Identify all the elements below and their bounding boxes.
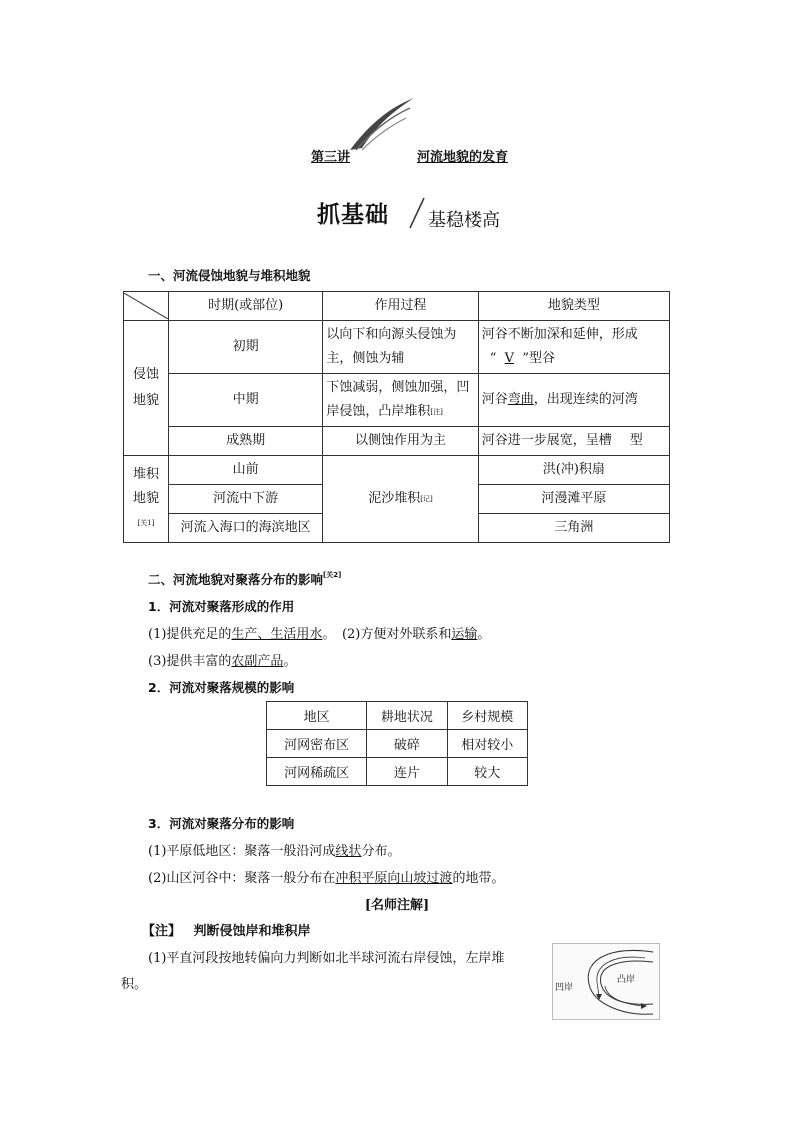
process-cell: 以侧蚀作用为主 xyxy=(323,427,478,456)
period-cell: 初期 xyxy=(169,321,323,374)
process-note: [注] xyxy=(430,408,443,416)
underlined-answer: 农副产品 xyxy=(231,654,284,669)
concave-label: 凹岸 xyxy=(555,983,574,993)
table-cell: 连片 xyxy=(367,758,447,786)
erosion-label xyxy=(124,321,169,456)
underlined-answer: 生产、生活用水 xyxy=(231,627,323,642)
note-paragraph: (1)平直河段按地转偏向力判断如北半球河流右岸侵蚀，左岸堆 xyxy=(148,951,505,966)
type-cell xyxy=(478,374,669,427)
text: 。 xyxy=(283,654,297,669)
text: 。 (2)方便对外联系和 xyxy=(322,627,452,642)
type-cell xyxy=(478,427,669,456)
column-header: 时期(或部位) xyxy=(169,292,323,321)
text: (1)提供充足的 xyxy=(148,627,232,642)
body-line xyxy=(148,840,400,859)
slash-icon xyxy=(408,196,426,230)
column-header: 耕地状况 xyxy=(367,702,447,730)
settlement-scale-table xyxy=(266,701,528,786)
section2-heading-text: 二、河流地貌对聚落分布的影响 xyxy=(148,572,324,587)
table-row xyxy=(267,758,528,786)
period-cell: 成熟期 xyxy=(169,427,323,456)
process-text: 泥沙堆积 xyxy=(368,491,421,506)
process-note: [记] xyxy=(420,495,433,503)
text: (3)提供丰富的 xyxy=(148,654,232,669)
lesson-title xyxy=(0,142,794,166)
subheading: 1．河流对聚落形成的作用 xyxy=(148,599,295,614)
column-header: 地貌类型 xyxy=(478,292,669,321)
deposition-label xyxy=(124,456,169,543)
subheading: 2．河流对聚落规模的影响 xyxy=(148,680,295,695)
type-blank: V xyxy=(504,351,515,366)
body-line xyxy=(148,867,504,886)
convex-label: 凸岸 xyxy=(617,975,636,985)
text: 的地带。 xyxy=(452,871,505,886)
type-text: ，出现连续的河湾 xyxy=(533,392,638,407)
column-header: 作用过程 xyxy=(323,292,478,321)
type-cell: 三角洲 xyxy=(478,514,669,543)
period-cell: 中期 xyxy=(169,374,323,427)
section2-heading xyxy=(148,570,341,588)
note-heading xyxy=(142,920,311,939)
river-bank-figure xyxy=(552,943,660,1020)
type-text: 河谷 xyxy=(481,392,508,407)
place-cell: 山前 xyxy=(169,456,323,485)
underlined-answer: 冲积平原向山坡过渡 xyxy=(335,871,453,886)
section-banner xyxy=(317,196,537,236)
table-cell: 较大 xyxy=(447,758,527,786)
table-row xyxy=(267,730,528,758)
section2-heading-note: [关2] xyxy=(323,571,342,579)
place-cell: 河流中下游 xyxy=(169,485,323,514)
table-cell: 相对较小 xyxy=(447,730,527,758)
type-text: 河谷进一步展宽，呈槽 xyxy=(481,433,612,448)
text: 分布。 xyxy=(361,844,401,859)
deposition-note: [关1] xyxy=(137,519,155,527)
place-cell: 河流入海口的海滨地区 xyxy=(169,514,323,543)
underlined-answer: 线状 xyxy=(335,844,362,859)
type-text: 河谷不断加深和延伸，形成 xyxy=(481,327,638,342)
column-header: 地区 xyxy=(267,702,367,730)
column-header: 乡村规模 xyxy=(447,702,527,730)
note-paragraph-cont: 积。 xyxy=(121,977,148,992)
note-label: 【注】 xyxy=(142,924,182,939)
note-heading-text: 判断侵蚀岸和堆积岸 xyxy=(193,924,311,939)
banner-sub: 基稳楼高 xyxy=(428,210,500,231)
text: (2)山区河谷中：聚落一般分布在 xyxy=(148,871,336,886)
type-text: ”型谷 xyxy=(522,351,556,366)
lesson-number: 第三讲 xyxy=(311,150,351,165)
banner-main: 抓基础 xyxy=(317,202,389,228)
text: (1)平原低地区：聚落一般沿河成 xyxy=(148,844,336,859)
process-text: 下蚀减弱，侧蚀加强，凹岸侵蚀，凸岸堆积 xyxy=(326,380,470,419)
body-line xyxy=(148,623,490,642)
table-cell: 河网稀疏区 xyxy=(267,758,367,786)
text: 。 xyxy=(477,627,491,642)
deposition-label-text: 堆积地貌 xyxy=(132,467,159,506)
process-cell: 以向下和向源头侵蚀为主，侧蚀为辅 xyxy=(323,321,478,374)
table-cell: 破碎 xyxy=(367,730,447,758)
section1-heading: 一、河流侵蚀地貌与堆积地貌 xyxy=(148,268,311,283)
type-quote-open: “ xyxy=(489,351,497,366)
type-cell xyxy=(478,321,669,374)
type-cell: 洪(冲)积扇 xyxy=(478,456,669,485)
body-line xyxy=(148,650,296,669)
type-text: 型 xyxy=(629,433,643,448)
erosion-label-text: 侵蚀地貌 xyxy=(132,367,159,408)
type-cell: 河漫滩平原 xyxy=(478,485,669,514)
table-cell: 河网密布区 xyxy=(267,730,367,758)
diagonal-line-icon xyxy=(124,293,168,319)
subheading: 3．河流对聚落分布的影响 xyxy=(148,816,295,831)
process-cell xyxy=(323,374,478,427)
deposition-process-cell xyxy=(323,456,478,543)
underlined-answer: 运输 xyxy=(451,627,478,642)
lesson-name: 河流地貌的发育 xyxy=(417,150,509,165)
table-corner-cell xyxy=(124,292,169,321)
erosion-deposition-table xyxy=(123,291,670,543)
notes-title: [名师注解] xyxy=(364,898,430,913)
type-underline: 弯曲 xyxy=(507,392,534,407)
